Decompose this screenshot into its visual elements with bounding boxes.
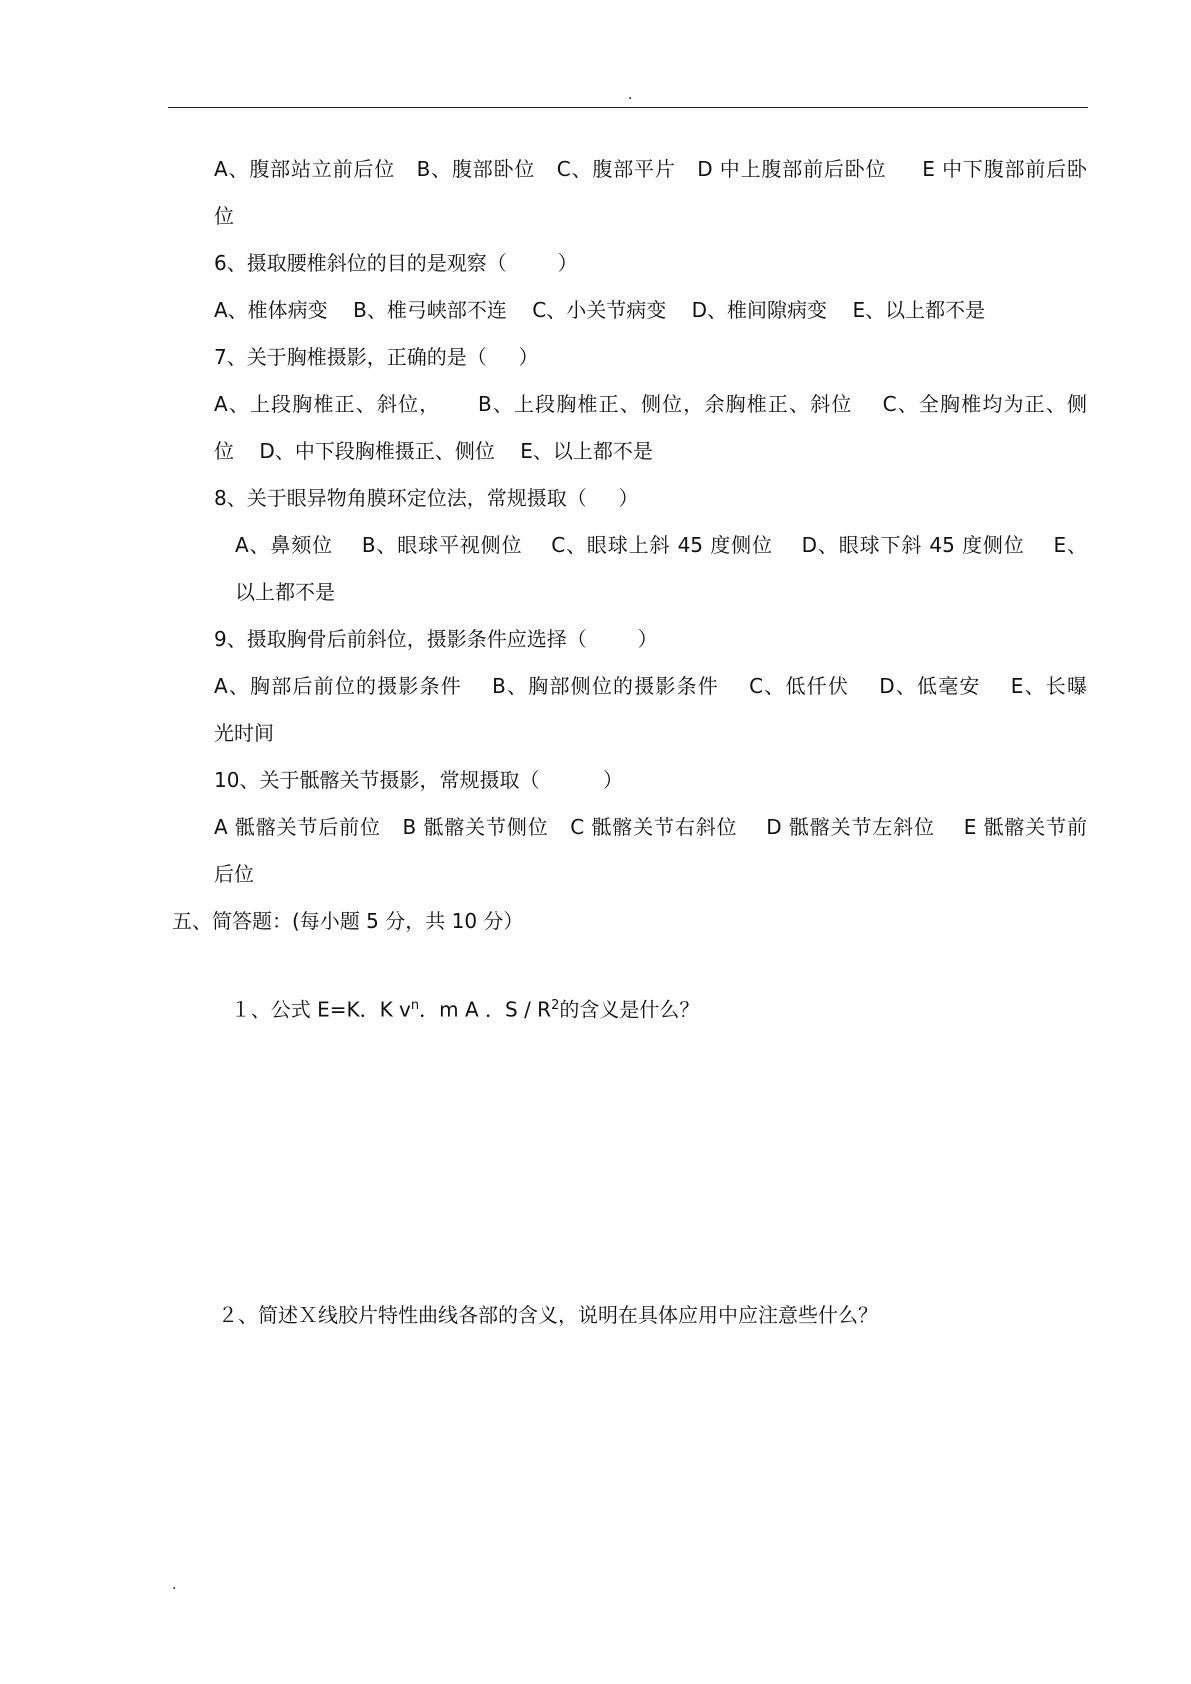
q9-options-line2: 光时间 (214, 721, 274, 745)
section-5-heading: 五、简答题：(每小题 5 分，共 10 分） (172, 909, 524, 933)
q10-options-line1: A 骶髂关节后前位 B 骶髂关节侧位 C 骶髂关节右斜位 D 骶髂关节左斜位 E 骶髂关节前 (214, 815, 1087, 839)
q7-question: 7、关于胸椎摄影，正确的是（ ） (214, 345, 539, 369)
q8-options-line1: A、鼻颏位 B、眼球平视侧位 C、眼球上斜 45 度侧位 D、眼球下斜 45 度侧位 E、 (235, 533, 1087, 557)
q8-options-line2: 以上都不是 (235, 580, 335, 604)
q9-options-line1: A、胸部后前位的摄影条件 B、胸部侧位的摄影条件 C、低仟伏 D、低毫安 E、长曝 (214, 674, 1087, 698)
q6-options: A、椎体病变 B、椎弓峡部不连 C、小关节病变 D、椎间隙病变 E、以上都不是 (214, 298, 986, 322)
q8-question: 8、关于眼异物角膜环定位法，常规摄取（ ） (214, 486, 639, 510)
sa1-superscript-2: 2 (551, 998, 560, 1013)
header-dot: . (628, 87, 633, 103)
q7-options-line2: 位 D、中下段胸椎摄正、侧位 E、以上都不是 (214, 439, 653, 463)
q10-question: 10、关于骶髂关节摄影，常规摄取（ ） (214, 768, 624, 792)
q10-options-line2: 后位 (214, 862, 254, 886)
short-answer-2: ２、简述Ｘ线胶片特性曲线各部的含义，说明在具体应用中应注意些什么？ (218, 1303, 878, 1327)
q7-options-line1: A、上段胸椎正、斜位， B、上段胸椎正、侧位，余胸椎正、斜位 C、全胸椎均为正、侧 (214, 392, 1087, 416)
sa1-suffix: 的含义是什么？ (559, 997, 700, 1022)
footer-dot: . (172, 1577, 177, 1593)
sa1-middle: ．m A ．S / R (419, 997, 552, 1022)
answer-space-2 (214, 1340, 1087, 1560)
q9-question: 9、摄取胸骨后前斜位，摄影条件应选择（ ） (214, 627, 658, 651)
q5-options-line1: A、腹部站立前后位 B、腹部卧位 C、腹部平片 D 中上腹部前后卧位 E 中下腹部前后卧 (214, 157, 1087, 181)
sa1-prefix: １、公式 E=K．K v (230, 997, 411, 1022)
header-rule (168, 107, 1088, 108)
answer-space-1 (214, 997, 1087, 1300)
sa1-superscript-n: n (410, 998, 420, 1013)
q5-options-line2: 位 (214, 204, 234, 228)
q6-question: 6、摄取腰椎斜位的目的是观察（ ） (214, 251, 578, 275)
